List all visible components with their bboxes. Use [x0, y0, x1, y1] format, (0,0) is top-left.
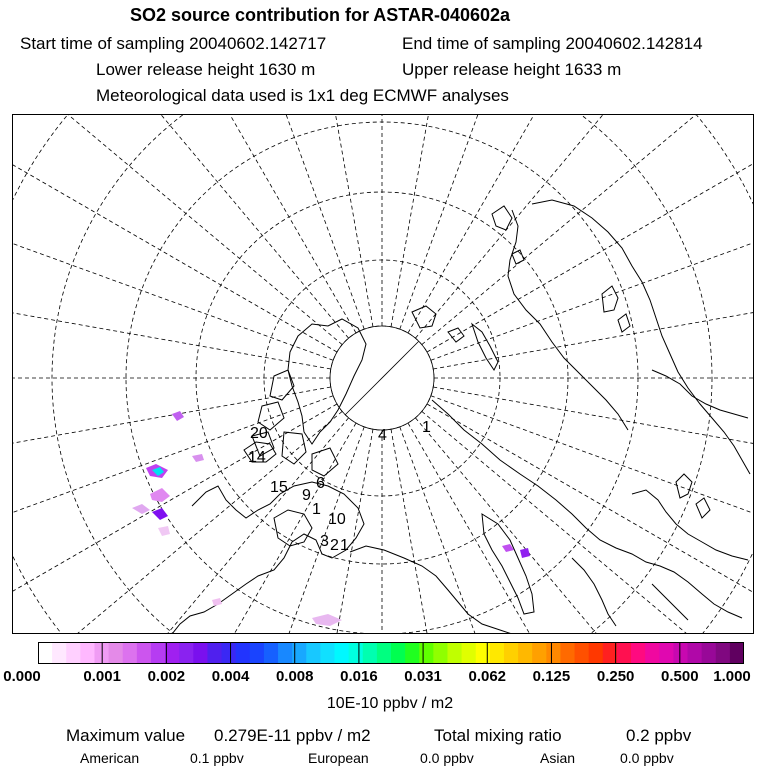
asian-label: Asian	[540, 750, 576, 766]
map-number-label: 20	[250, 425, 268, 442]
map-number-label: 3	[320, 533, 329, 550]
color-scale-swatch	[546, 642, 561, 664]
color-scale-tick-label: 0.008	[275, 668, 314, 685]
color-scale-swatch	[264, 642, 279, 664]
color-scale-swatch	[730, 642, 744, 664]
map-number-label: 2	[330, 537, 339, 554]
max-value-label: Maximum value	[66, 726, 186, 745]
european-value: 0.0 ppbv	[420, 750, 474, 766]
color-scale-swatch	[66, 642, 81, 664]
color-scale-swatch	[673, 642, 688, 664]
color-scale-swatch	[137, 642, 152, 664]
color-scale-tick-label: 0.001	[83, 668, 121, 685]
color-scale-swatch	[236, 642, 251, 664]
color-scale-tick-label: 0.016	[340, 668, 378, 685]
color-scale-swatch	[222, 642, 237, 664]
map-number-label: 9	[302, 487, 311, 504]
asian-value: 0.0 ppbv	[620, 750, 674, 766]
color-scale-tick-label: 0.062	[468, 668, 507, 685]
color-scale-swatch	[575, 642, 590, 664]
color-scale-swatch	[589, 642, 604, 664]
total-mixing-ratio-label: Total mixing ratio	[434, 726, 562, 745]
color-scale-swatch	[320, 642, 335, 664]
color-scale-tick-label: 0.250	[596, 668, 635, 685]
european-label: European	[308, 750, 369, 766]
color-scale-swatch	[462, 642, 477, 664]
map-number-label: 14	[248, 449, 266, 466]
american-value: 0.1 ppbv	[190, 750, 244, 766]
map-number-label: 10	[328, 511, 346, 528]
map-number-label: 4	[378, 427, 387, 444]
meteorological-data-label: Meteorological data used is 1x1 deg ECMWF analyses	[96, 86, 509, 105]
map-number-label: 1	[422, 419, 431, 436]
color-scale-swatch	[349, 642, 364, 664]
color-scale-tick-label: 0.031	[404, 668, 442, 685]
color-scale-swatch	[504, 642, 519, 664]
end-time-label: End time of sampling 20040602.142814	[402, 34, 703, 53]
plot-title: SO2 source contribution for ASTAR-040602a	[129, 5, 511, 25]
color-scale-swatch	[419, 642, 434, 664]
color-scale-swatch	[447, 642, 462, 664]
total-mixing-ratio-value: 0.2 ppbv	[626, 726, 692, 745]
color-scale-unit: 10E-10 ppbv / m2	[326, 695, 454, 712]
color-scale-swatch	[659, 642, 674, 664]
color-scale-swatch	[109, 642, 124, 664]
color-scale-swatch	[490, 642, 505, 664]
color-scale-tick-label: 0.004	[211, 668, 250, 685]
color-scale-swatch	[433, 642, 448, 664]
map-number-label: 15	[270, 479, 288, 496]
color-scale-swatch	[151, 642, 166, 664]
color-scale-swatch	[631, 642, 646, 664]
color-scale-swatch	[716, 642, 731, 664]
color-scale-swatch	[165, 642, 180, 664]
start-time-label: Start time of sampling 20040602.142717	[20, 34, 327, 53]
color-scale-swatch	[52, 642, 67, 664]
color-scale-swatch	[335, 642, 350, 664]
color-scale-swatch	[250, 642, 265, 664]
color-scale-swatch	[560, 642, 575, 664]
max-value: 0.279E-11 ppbv / m2	[214, 726, 371, 745]
color-scale-tick-label: 0.125	[532, 668, 571, 685]
color-scale-swatch	[476, 642, 491, 664]
color-scale-swatch	[80, 642, 95, 664]
color-scale-swatch	[38, 642, 53, 664]
polar-map	[12, 114, 754, 634]
map-number-label: 1	[312, 501, 321, 518]
color-scale-bar	[38, 642, 744, 664]
color-scale-tick-label: 0.002	[147, 668, 186, 685]
color-scale-tick-label: 1.000	[713, 668, 751, 685]
color-scale-swatch	[617, 642, 632, 664]
color-scale-swatch	[391, 642, 406, 664]
color-scale-swatch	[688, 642, 703, 664]
american-label: American	[80, 750, 140, 766]
color-scale-swatch	[532, 642, 547, 664]
color-scale-swatch	[278, 642, 293, 664]
lower-release-height-label: Lower release height 1630 m	[96, 60, 316, 79]
color-scale-swatch	[405, 642, 420, 664]
color-scale-swatch	[179, 642, 194, 664]
color-scale-swatch	[377, 642, 392, 664]
color-scale-swatch	[207, 642, 222, 664]
color-scale-tick-label: 0.000	[3, 668, 41, 685]
color-scale-swatch	[306, 642, 321, 664]
color-scale-swatch	[123, 642, 138, 664]
map-number-label: 1	[340, 537, 349, 554]
color-scale-swatch	[193, 642, 208, 664]
upper-release-height-label: Upper release height 1633 m	[402, 60, 622, 79]
map-number-label: 6	[316, 475, 325, 492]
color-scale-swatch	[702, 642, 717, 664]
color-scale-swatch	[518, 642, 533, 664]
color-scale-tick-label: 0.500	[661, 668, 699, 685]
color-scale-swatch	[645, 642, 660, 664]
color-scale-swatch	[363, 642, 378, 664]
